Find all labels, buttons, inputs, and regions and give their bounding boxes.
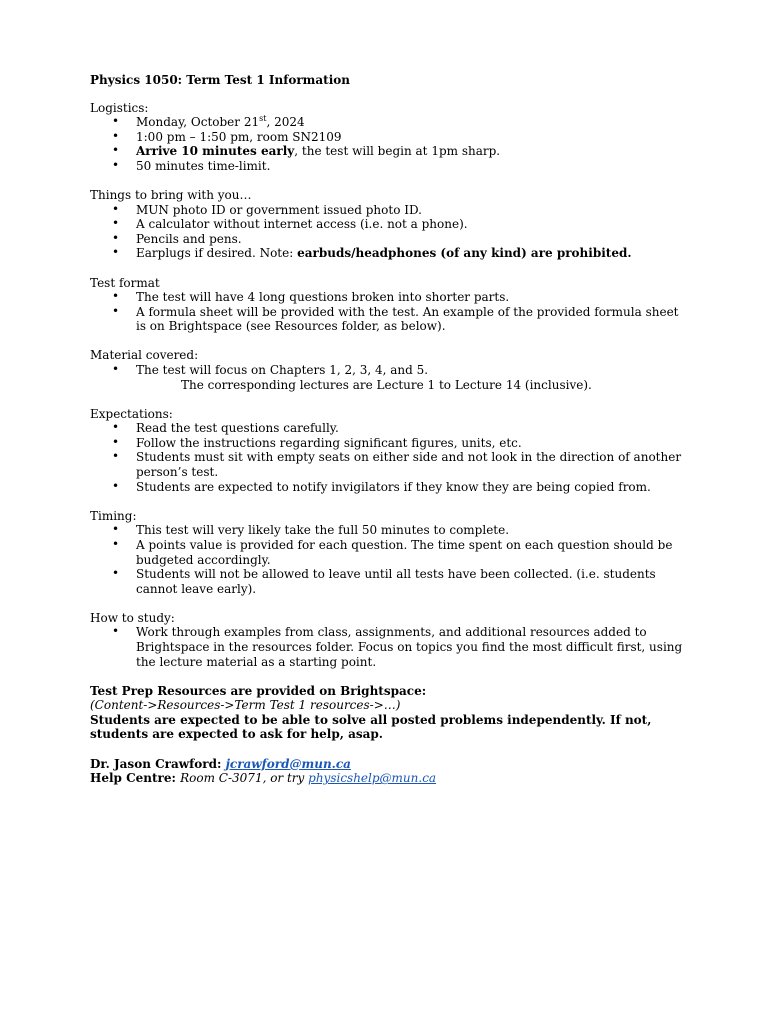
material-heading: Material covered: — [90, 348, 199, 363]
expectation-text: Follow the instructions regarding significant figures, units, etc. — [136, 435, 522, 450]
bullet-icon: • — [112, 216, 120, 231]
timing-text: Students will not be allowed to leave until all tests have been collected. (i.e. students cannot leave early). — [136, 567, 656, 596]
bring-heading: Things to bring with you… — [90, 188, 252, 203]
material-section — [90, 348, 690, 392]
bring-item-text: Pencils and pens. — [136, 231, 242, 246]
format-list — [90, 290, 690, 334]
list-item — [90, 625, 690, 669]
timing-section — [90, 509, 690, 597]
bullet-icon: • — [112, 362, 120, 376]
format-item-text: The test will have 4 long questions broken into shorter parts. — [136, 290, 510, 305]
list-item — [90, 290, 690, 305]
help-email-link[interactable]: physicshelp@mun.ca — [308, 771, 437, 786]
resources-note: Students are expected to be able to solve all posted problems independently. If not, students are expected to ask for help, asap. — [90, 712, 652, 742]
expectation-text: Students are expected to notify invigilators if they know they are being copied from. — [136, 479, 651, 494]
bring-section — [90, 188, 690, 261]
date-year: , 2024 — [266, 115, 305, 130]
bullet-icon: • — [112, 624, 120, 639]
instructor-label: Dr. Jason Crawford: — [90, 756, 226, 771]
resources-heading: Test Prep Resources are provided on Brightspace: — [90, 683, 427, 698]
timing-list — [90, 523, 690, 596]
time-text: 1:00 pm – 1:50 pm, room SN2109 — [136, 129, 342, 144]
list-item — [90, 305, 690, 334]
expectation-text: Students must sit with empty seats on either side and not look in the direction of another person’s test. — [136, 450, 682, 480]
bring-list — [90, 203, 690, 261]
list-item — [90, 203, 690, 218]
list-item — [90, 567, 690, 596]
list-item — [90, 115, 690, 130]
expectations-heading: Expectations: — [90, 406, 173, 421]
timing-heading: Timing: — [90, 508, 137, 523]
bring-item-text: A calculator without internet access (i.e. not a phone). — [136, 217, 468, 232]
bullet-icon: • — [112, 449, 120, 464]
instructor-email-link[interactable]: jcrawford@mun.ca — [225, 756, 351, 771]
expectations-list — [90, 421, 690, 494]
list-item — [90, 523, 690, 538]
date-text: Monday, October 21 — [136, 115, 260, 130]
bullet-icon: • — [112, 420, 120, 435]
resources-section — [90, 684, 690, 742]
list-item — [90, 159, 690, 174]
logistics-section — [90, 101, 690, 174]
list-item — [90, 436, 690, 451]
help-centre-label: Help Centre: — [90, 771, 181, 786]
format-heading: Test format — [90, 275, 160, 290]
resources-path: (Content->Resources->Term Test 1 resources->…) — [90, 698, 401, 713]
study-heading: How to study: — [90, 610, 175, 625]
list-item — [90, 232, 690, 247]
list-item — [90, 538, 690, 567]
study-item-text: Work through examples from class, assignments, and additional resources added to Brightspace in the resources folder. Focus on topics you find the most difficult first, using the lecture material as a starting point. — [136, 625, 683, 669]
list-item — [90, 421, 690, 436]
bullet-icon: • — [112, 434, 120, 449]
page-title: Physics 1050: Term Test 1 Information — [90, 73, 350, 87]
list-item — [90, 246, 690, 261]
expectations-section — [90, 407, 690, 495]
date-suffix: st — [259, 114, 267, 124]
help-centre-line — [90, 771, 690, 786]
expectation-text: Read the test questions carefully. — [136, 421, 339, 436]
document — [90, 73, 690, 786]
earplugs-bold-text: earbuds/headphones (of any kind) are prohibited. — [297, 246, 632, 261]
bullet-icon: • — [112, 245, 120, 260]
arrive-rest-text: , the test will begin at 1pm sharp. — [294, 144, 501, 159]
material-note: The corresponding lectures are Lecture 1 to Lecture 14 (inclusive). — [181, 377, 592, 392]
logistics-list — [90, 115, 690, 173]
bullet-icon: • — [112, 128, 120, 143]
bullet-icon: • — [112, 566, 120, 581]
bring-item-text: MUN photo ID or government issued photo ID. — [136, 202, 422, 217]
list-item — [90, 450, 690, 479]
earplugs-text: Earplugs if desired. Note: — [136, 246, 298, 261]
format-section — [90, 276, 690, 334]
bullet-icon: • — [112, 230, 120, 245]
time-limit-text: 50 minutes time-limit. — [136, 158, 271, 173]
material-list — [90, 363, 690, 378]
bullet-icon: • — [112, 157, 120, 172]
instructor-line — [90, 757, 690, 772]
bullet-icon: • — [112, 303, 120, 318]
list-item — [90, 130, 690, 145]
list-item — [90, 363, 690, 378]
format-item-text: A formula sheet will be provided with the test. An example of the provided formula sheet is on Brightspace (see Resources folder, as below). — [136, 304, 679, 334]
timing-text: This test will very likely take the full 50 minutes to complete. — [136, 523, 510, 538]
bullet-icon: • — [112, 478, 120, 493]
study-section — [90, 611, 690, 669]
list-item — [90, 480, 690, 495]
arrive-bold-text: Arrive 10 minutes early — [136, 144, 295, 159]
bullet-icon: • — [112, 143, 120, 158]
bullet-icon: • — [112, 522, 120, 537]
study-list — [90, 625, 690, 669]
bullet-icon: • — [112, 201, 120, 216]
material-item-text: The test will focus on Chapters 1, 2, 3, 4, and 5. — [136, 363, 429, 377]
bullet-icon: • — [112, 289, 120, 304]
list-item — [90, 144, 690, 159]
bullet-icon: • — [112, 114, 120, 129]
timing-text: A points value is provided for each question. The time spent on each question should be budgeted accordingly. — [136, 537, 673, 567]
logistics-heading: Logistics: — [90, 100, 149, 115]
contact-section — [90, 757, 690, 786]
list-item — [90, 217, 690, 232]
help-centre-room: Room C-3071, or try — [180, 771, 309, 786]
bullet-icon: • — [112, 536, 120, 551]
